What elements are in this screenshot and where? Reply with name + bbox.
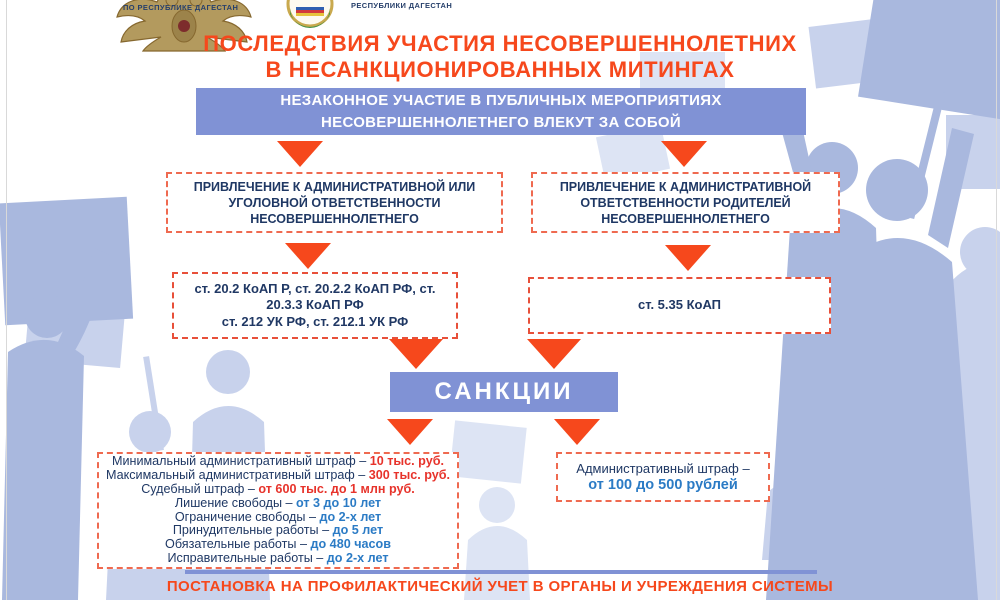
- sanction-item: [165, 538, 391, 552]
- left-page-edge: [6, 0, 7, 600]
- sanction-value: от 3 до 10 лет: [296, 495, 382, 510]
- sanction-label: Исправительные работы –: [167, 551, 327, 566]
- consequence-text-parents: ПРИВЛЕЧЕНИЕ К АДМИНИСТРАТИВНОЙ ОТВЕТСТВЕННОСТИ РОДИТЕЛЕЙ НЕСОВЕРШЕННОЛЕТНЕГО: [559, 179, 812, 226]
- down-arrow-icon: [661, 141, 707, 167]
- sanction-value: до 2-х лет: [326, 551, 389, 566]
- page-title-line2: В НЕСАНКЦИОНИРОВАННЫХ МИТИНГАХ: [265, 57, 735, 82]
- articles-box-minor: [172, 272, 458, 339]
- dagestan-emblem-icon: [286, 0, 334, 28]
- lead-banner: [196, 88, 806, 135]
- fine-value: от 100 до 500 рублей: [588, 477, 738, 493]
- sanction-label: Максимальный административный штраф –: [105, 467, 369, 482]
- sanction-label: Обязательные работы –: [165, 537, 311, 552]
- sanction-item: [167, 552, 388, 566]
- down-arrow-icon: [277, 141, 323, 167]
- down-arrow-icon: [389, 339, 443, 369]
- sanction-item: [173, 524, 383, 538]
- footer-divider: [185, 570, 817, 574]
- right-page-edge: [996, 0, 997, 600]
- articles-line2: ст. 212 УК РФ, ст. 212.1 УК РФ: [221, 313, 409, 329]
- sanction-item: [106, 469, 450, 483]
- org-caption-left: ПО РЕСПУБЛИКЕ ДАГЕСТАН: [123, 3, 239, 12]
- sanction-value: до 2-х лет: [319, 509, 382, 524]
- sanction-item: [175, 511, 381, 525]
- down-arrow-icon: [285, 243, 331, 269]
- page-title-line1: ПОСЛЕДСТВИЯ УЧАСТИЯ НЕСОВЕРШЕННОЛЕТНИХ: [203, 31, 797, 56]
- sanction-item: [175, 497, 381, 511]
- sanction-value: до 5 лет: [332, 523, 384, 538]
- consequence-box-parents: [531, 172, 840, 233]
- down-arrow-icon: [527, 339, 581, 369]
- sanction-label: Судебный штраф –: [141, 481, 259, 496]
- down-arrow-icon: [387, 419, 433, 445]
- sanctions-banner: САНКЦИИ: [390, 372, 618, 412]
- sanction-label: Ограничение свободы –: [174, 509, 320, 524]
- sanction-label: Лишение свободы –: [174, 495, 296, 510]
- sanction-label: Принудительные работы –: [172, 523, 333, 538]
- lead-banner-line1: НЕЗАКОННОЕ УЧАСТИЕ В ПУБЛИЧНЫХ МЕРОПРИЯТИЯХ: [280, 91, 722, 109]
- sanction-item: [112, 455, 444, 469]
- down-arrow-icon: [554, 419, 600, 445]
- articles-line1: ст. 20.2 КоАП Р, ст. 20.2.2 КоАП РФ, ст. 20.3.3 КоАП РФ: [194, 280, 436, 313]
- footer-title: ПОСТАНОВКА НА ПРОФИЛАКТИЧЕСКИЙ УЧЕТ В ОРГАНЫ И УЧРЕЖДЕНИЯ СИСТЕМЫ: [166, 578, 834, 595]
- parents-fine-box: [556, 452, 770, 502]
- lead-banner-line2: НЕСОВЕРШЕННОЛЕТНЕГО ВЛЕКУТ ЗА СОБОЙ: [321, 113, 681, 131]
- sanction-item: [141, 483, 415, 497]
- sanction-value: 300 тыс. руб.: [368, 467, 451, 482]
- sanction-value: от 600 тыс. до 1 млн руб.: [258, 481, 415, 496]
- sanctions-list-box: [97, 452, 459, 569]
- page-title: [0, 31, 1000, 83]
- sanction-value: до 480 часов: [310, 537, 391, 552]
- consequence-text-minor: ПРИВЛЕЧЕНИЕ К АДМИНИСТРАТИВНОЙ ИЛИ УГОЛОВНОЙ ОТВЕТСТВЕННОСТИ НЕСОВЕРШЕННОЛЕТНЕГО: [193, 179, 476, 226]
- down-arrow-icon: [665, 245, 711, 271]
- org-caption-right: РЕСПУБЛИКИ ДАГЕСТАН: [351, 1, 453, 10]
- consequence-box-minor: [166, 172, 503, 233]
- articles-box-parents: [528, 277, 831, 334]
- sanction-label: Минимальный административный штраф –: [112, 453, 370, 468]
- sanction-value: 10 тыс. руб.: [369, 453, 444, 468]
- articles-text-parents: ст. 5.35 КоАП: [637, 297, 722, 313]
- fine-label: Административный штраф –: [576, 461, 750, 476]
